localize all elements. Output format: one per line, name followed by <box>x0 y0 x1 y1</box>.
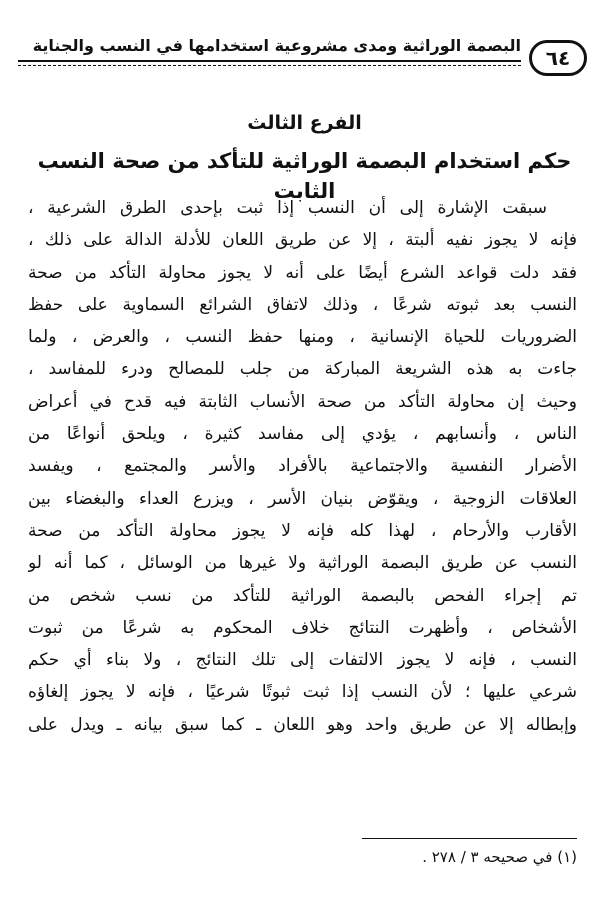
body-line: الأضرار النفسية والاجتماعية بالأفراد والأسر والمجتمع ، ويفسد <box>28 456 577 477</box>
body-line: العلاقات الزوجية ، ويقوّض بنيان الأسر ، ويزرع العداء والبغضاء بين <box>28 488 577 509</box>
body-line: فقد دلت قواعد الشرع أيضًا على أنه لا يجوز محاولة التأكد من صحة <box>28 262 577 283</box>
section-title: حكم استخدام البصمة الوراثية للتأكد من صحة النسب الثابت <box>37 149 572 203</box>
header-divider-dashed <box>18 65 521 66</box>
body-line: الناس ، وأنسابهم ، يؤدي إلى مفاسد كثيرة ، ويلحق أنواعًا من <box>28 424 577 445</box>
header-divider <box>18 60 521 62</box>
page-number-badge: ٦٤ <box>529 40 587 76</box>
body-line: النسب ، فإنه لا يجوز الالتفات إلى تلك النتائج ، ولا بناء أي حكم <box>28 650 577 671</box>
section-label: الفرع الثالث <box>247 112 362 134</box>
body-line: تم إجراء الفحص بالبصمة الوراثية للتأكد من نسب شخص من <box>28 585 577 606</box>
body-line: وحيث إن محاولة التأكد من صحة الأنساب الثابتة فيه قدح في أعراض <box>28 391 577 412</box>
body-line: النسب عن طريق البصمة الوراثية ولا غيرها من الوسائل ، كما أنه لو <box>28 553 577 574</box>
body-line: فإنه لا يجوز نفيه ألبتة ، إلا عن طريق اللعان للأدلة الدالة على ذلك ، <box>28 230 577 251</box>
body-line: شرعي عليها ؛ لأن النسب إذا ثبت ثبوتًا شرعيًا ، فإنه لا يجوز إلغاؤه <box>28 682 577 703</box>
body-line: جاءت به هذه الشريعة المباركة من جلب للمصالح ودرء للمفاسد ، <box>28 359 577 380</box>
body-line: الأشخاص ، وأظهرت النتائج خلاف المحكوم به شرعًا من ثبوت <box>28 617 577 638</box>
body-line: وإبطاله إلا عن طريق واحد وهو اللعان ـ كما سبق بيانه ـ ويدل على <box>28 714 577 735</box>
running-header: البصمة الوراثية ومدى مشروعية استخدامها في النسب والجناية <box>32 36 521 55</box>
body-line: الضروريات للحياة الإنسانية ، ومنها حفظ النسب ، والعرض ، ولما <box>28 327 577 348</box>
footnote: (١) في صحيحه ٣ / ٢٧٨ . <box>422 848 577 866</box>
body-line: سبقت الإشارة إلى أن النسب إذا ثبت بإحدى الطرق الشرعية ، <box>28 198 547 218</box>
body-line: الأقارب والأرحام ، لهذا كله فإنه لا يجوز محاولة التأكد من صحة <box>28 520 577 541</box>
footnote-divider <box>362 838 577 839</box>
body-paragraph <box>28 192 577 741</box>
body-line: النسب بعد ثبوته شرعًا ، وذلك لاتفاق الشرائع السماوية على حفظ <box>28 294 577 315</box>
